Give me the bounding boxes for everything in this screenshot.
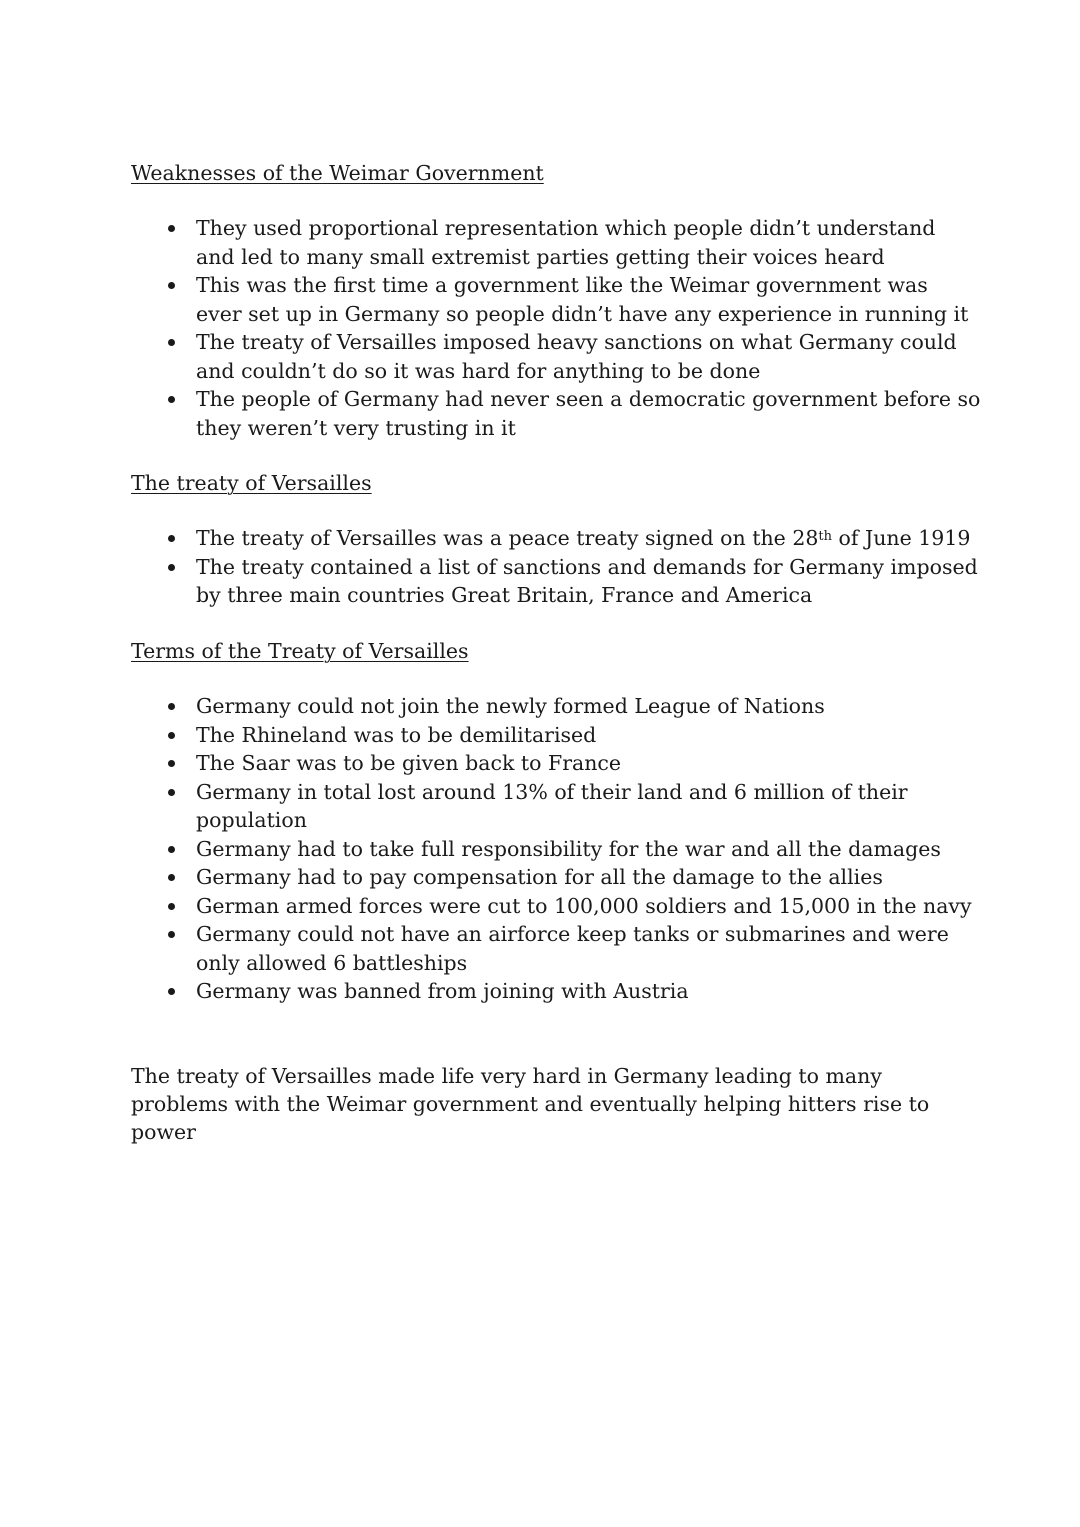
section-heading-treaty: The treaty of Versailles [131,471,372,495]
list-item [131,692,991,721]
list-item [131,749,991,778]
list-item [131,271,991,328]
list-item-text: This was the first time a government like the Weimar government was ever set up in Germany so people didn’t have any experience in running it [196,273,969,326]
list-item [131,328,991,385]
list-item-text: The people of Germany had never seen a democratic government before so they weren’t very trusting in it [196,387,981,440]
list-item-text: They used proportional representation which people didn’t understand and led to many small extremist parties getting their voices heard [196,216,936,269]
list-item-text: Germany was banned from joining with Austria [196,979,689,1003]
bullet-icon [168,846,175,853]
list-item [131,920,991,977]
list-item-text: The treaty of Versailles imposed heavy sanctions on what Germany could and couldn’t do so it was hard for anything to be done [196,330,957,383]
section-heading-weaknesses: Weaknesses of the Weimar Government [131,161,544,185]
bullet-icon [168,282,175,289]
conclusion-paragraph: The treaty of Versailles made life very hard in Germany leading to many problems with the Weimar government and eventually helping hitters rise to power [131,1064,930,1144]
list-item-text-before: The treaty of Versailles was a peace treaty signed on the 28 [196,526,819,550]
list-item [131,892,991,921]
list-item [131,977,991,1006]
terms-list [131,692,991,1006]
list-item-text: Germany had to pay compensation for all the damage to the allies [196,865,883,889]
bullet-icon [168,396,175,403]
bullet-icon [168,789,175,796]
ordinal-superscript: th [818,529,833,544]
list-item-text: German armed forces were cut to 100,000 soldiers and 15,000 in the navy [196,893,972,918]
bullet-icon [168,732,175,739]
list-item [131,524,991,553]
list-item-text: The Saar was to be given back to France [196,751,622,775]
list-item [131,553,991,610]
list-item-text: Germany had to take full responsibility for the war and all the damages [196,836,941,861]
weaknesses-list [131,214,991,442]
bullet-icon [168,903,175,910]
section-heading-terms: Terms of the Treaty of Versailles [131,639,469,663]
list-item [131,214,991,271]
list-item [131,721,991,750]
list-item-text-after: of June 1919 [832,526,971,550]
list-item-text: The treaty contained a list of sanctions and demands for Germany imposed by three main countries Great Britain, France and America [196,554,978,607]
bullet-icon [168,703,175,710]
bullet-icon [168,535,175,542]
list-item [131,863,991,892]
list-item [131,835,991,864]
bullet-icon [168,874,175,881]
bullet-icon [168,988,175,995]
list-item-text: The Rhineland was to be demilitarised [196,722,597,747]
treaty-list [131,524,991,610]
list-item [131,385,991,442]
list-item [131,778,991,835]
bullet-icon [168,931,175,938]
bullet-icon [168,225,175,232]
bullet-icon [168,760,175,767]
list-item-text: Germany in total lost around 13% of their land and 6 million of their population [196,779,908,832]
bullet-icon [168,564,175,571]
list-item-text: Germany could not join the newly formed League of Nations [196,694,825,718]
bullet-icon [168,339,175,346]
list-item-text: Germany could not have an airforce keep tanks or submarines and were only allowed 6 battleships [196,922,949,975]
